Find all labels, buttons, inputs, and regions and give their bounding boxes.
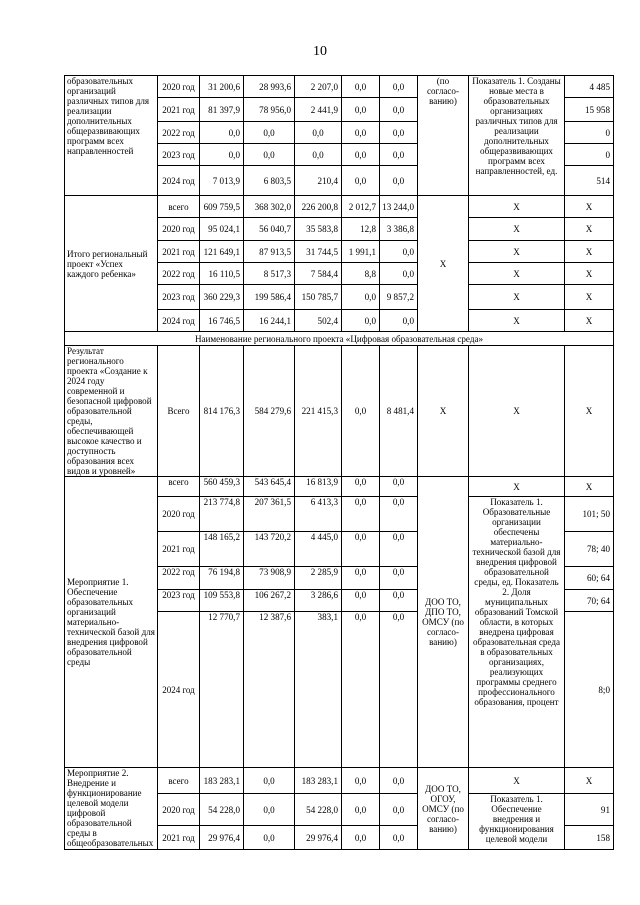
year-label: 2024 год	[158, 310, 200, 332]
cell-local: 0,0	[342, 144, 380, 166]
cell-extra: 0,0	[380, 144, 418, 166]
cell-regional: 0,0	[295, 122, 342, 144]
program-table	[64, 75, 614, 850]
cell-extra: 0,0	[380, 532, 418, 567]
cell-regional: 31 744,5	[295, 241, 342, 263]
indicator-value: X	[565, 263, 614, 285]
year-label: 2022 год	[158, 122, 200, 144]
cell-federal: 543 645,4	[244, 477, 295, 497]
page-number: 10	[313, 44, 327, 59]
cell-total: 95 024,1	[200, 218, 244, 241]
cell-regional: 226 200,8	[295, 196, 342, 218]
indicator-cell: X	[469, 768, 565, 794]
cell-total: 109 553,8	[200, 590, 244, 612]
cell-local: 0,0	[342, 532, 380, 567]
executor-cell: X	[418, 346, 469, 477]
cell-extra: 0,0	[380, 310, 418, 332]
cell-extra: 8 481,4	[380, 346, 418, 477]
cell-total: 560 459,3	[200, 477, 244, 497]
cell-total: 360 229,3	[200, 285, 244, 310]
row-name: Итого региональный проект «Успех каждого ребенка»	[65, 196, 158, 332]
cell-federal: 106 267,2	[244, 590, 295, 612]
indicator-cell: X	[469, 285, 565, 310]
cell-local: 0,0	[342, 76, 380, 98]
cell-total: 213 774,8	[200, 497, 244, 532]
cell-regional: 7 584,4	[295, 263, 342, 285]
cell-extra: 0,0	[380, 794, 418, 826]
year-label: 2022 год	[158, 263, 200, 285]
cell-federal: 12 387,6	[244, 612, 295, 768]
executor-cell: ДОО ТО, ОГОУ, ОМСУ (по согласо-ванию)	[418, 768, 469, 850]
cell-total: 54 228,0	[200, 794, 244, 826]
indicator-cell: X	[469, 241, 565, 263]
cell-total: 183 283,1	[200, 768, 244, 794]
cell-total: 121 649,1	[200, 241, 244, 263]
executor-cell: (по согласо-ванию)	[418, 76, 469, 196]
cell-regional: 502,4	[295, 310, 342, 332]
cell-regional: 35 583,8	[295, 218, 342, 241]
cell-regional: 6 413,3	[295, 497, 342, 532]
cell-regional: 2 207,0	[295, 76, 342, 98]
cell-extra: 9 857,2	[380, 285, 418, 310]
cell-regional: 2 285,9	[295, 567, 342, 590]
indicator-value: 60; 64	[565, 567, 614, 590]
cell-total: 0,0	[200, 144, 244, 166]
row-name: Результат регионального проекта «Создание к 2024 году современной и безопасной цифровой образовательной среды, обеспечивающей высокое качество и доступность образования всех видов и уровней»	[65, 346, 158, 477]
cell-local: 0,0	[342, 477, 380, 497]
cell-federal: 87 913,5	[244, 241, 295, 263]
cell-extra: 0,0	[380, 477, 418, 497]
cell-total: 814 176,3	[200, 346, 244, 477]
year-label: 2022 год	[158, 567, 200, 590]
cell-local: 12,8	[342, 218, 380, 241]
indicator-value: X	[565, 218, 614, 241]
cell-local: 0,0	[342, 768, 380, 794]
cell-regional: 16 813,9	[295, 477, 342, 497]
cell-regional: 54 228,0	[295, 794, 342, 826]
cell-local: 8,8	[342, 263, 380, 285]
cell-extra: 3 386,8	[380, 218, 418, 241]
cell-extra: 0,0	[380, 98, 418, 122]
cell-extra: 0,0	[380, 497, 418, 532]
cell-local: 0,0	[342, 794, 380, 826]
cell-total: 609 759,5	[200, 196, 244, 218]
indicator-value: 15 958	[565, 98, 614, 122]
table-row	[65, 346, 614, 477]
cell-local: 0,0	[342, 346, 380, 477]
cell-regional: 183 283,1	[295, 768, 342, 794]
cell-extra: 0,0	[380, 826, 418, 850]
cell-regional: 221 415,3	[295, 346, 342, 477]
table-row	[65, 196, 614, 218]
cell-total: 16 746,5	[200, 310, 244, 332]
indicator-value: 514	[565, 166, 614, 196]
cell-federal: 73 908,9	[244, 567, 295, 590]
year-label: 2020 год	[158, 218, 200, 241]
indicator-value: X	[565, 310, 614, 332]
year-label: Всего	[158, 346, 200, 477]
indicator-value: 70; 64	[565, 590, 614, 612]
cell-regional: 4 445,0	[295, 532, 342, 567]
cell-regional: 29 976,4	[295, 826, 342, 850]
cell-regional: 2 441,9	[295, 98, 342, 122]
indicator-cell: Показатель 1. Обеспечение внедрения и функционирования целевой модели	[469, 794, 565, 850]
row-name: образовательных организаций различных типов для реализации дополнительных общеразвивающих программ всех направленностей	[65, 76, 158, 196]
cell-local: 0,0	[342, 567, 380, 590]
cell-local: 2 012,7	[342, 196, 380, 218]
cell-extra: 0,0	[380, 166, 418, 196]
cell-federal: 6 803,5	[244, 166, 295, 196]
cell-federal: 28 993,6	[244, 76, 295, 98]
cell-local: 0,0	[342, 497, 380, 532]
indicator-value: 78; 40	[565, 532, 614, 567]
year-label: 2023 год	[158, 590, 200, 612]
cell-extra: 13 244,0	[380, 196, 418, 218]
cell-total: 29 976,4	[200, 826, 244, 850]
indicator-value: 0	[565, 122, 614, 144]
indicator-value: 101; 50	[565, 497, 614, 532]
indicator-cell: Показатель 1. Созданы новые места в образовательных организациях различных типов для реализации дополнительных общеразвивающих программ всех направленностей, ед.	[469, 76, 565, 196]
indicator-cell: X	[469, 196, 565, 218]
cell-federal: 0,0	[244, 122, 295, 144]
cell-regional: 210,4	[295, 166, 342, 196]
cell-local: 0,0	[342, 612, 380, 768]
cell-local: 0,0	[342, 122, 380, 144]
year-label: 2023 год	[158, 144, 200, 166]
section-title: Наименование регионального проекта «Цифровая образовательная среда»	[65, 332, 614, 346]
cell-local: 1 991,1	[342, 241, 380, 263]
indicator-value: X	[565, 285, 614, 310]
cell-total: 81 397,9	[200, 98, 244, 122]
cell-total: 76 194,8	[200, 567, 244, 590]
cell-federal: 8 517,3	[244, 263, 295, 285]
year-label: 2020 год	[158, 497, 200, 532]
cell-federal: 199 586,4	[244, 285, 295, 310]
cell-extra: 0,0	[380, 612, 418, 768]
year-label: 2024 год	[158, 166, 200, 196]
year-label: 2020 год	[158, 76, 200, 98]
cell-local: 0,0	[342, 98, 380, 122]
cell-federal: 0,0	[244, 768, 295, 794]
indicator-value: 0	[565, 144, 614, 166]
cell-extra: 0,0	[380, 76, 418, 98]
table-row	[65, 76, 614, 98]
indicator-value: X	[565, 346, 614, 477]
cell-local: 0,0	[342, 285, 380, 310]
cell-extra: 0,0	[380, 590, 418, 612]
cell-federal: 0,0	[244, 826, 295, 850]
indicator-value: 158	[565, 826, 614, 850]
indicator-value: X	[565, 768, 614, 794]
cell-total: 31 200,6	[200, 76, 244, 98]
cell-federal: 16 244,1	[244, 310, 295, 332]
cell-local: 0,0	[342, 826, 380, 850]
indicator-value: 8;0	[565, 612, 614, 768]
indicator-value: 4 485	[565, 76, 614, 98]
indicator-cell: X	[469, 477, 565, 497]
cell-federal: 78 956,0	[244, 98, 295, 122]
cell-total: 7 013,9	[200, 166, 244, 196]
cell-regional: 3 286,6	[295, 590, 342, 612]
cell-federal: 584 279,6	[244, 346, 295, 477]
year-label: всего	[158, 477, 200, 497]
indicator-cell: Показатель 1. Образовательные организации обеспечены материально-технической базой для внедрения цифровой образовательной среды, ед. Показатель 2. Доля муниципальных образований Томской области, в которых внедрена цифровая образовательная среда в образовательных организациях, реализующих программы среднего профессионального образования, процент	[469, 497, 565, 768]
cell-local: 0,0	[342, 590, 380, 612]
cell-extra: 0,0	[380, 241, 418, 263]
year-label: 2021 год	[158, 98, 200, 122]
indicator-cell: X	[469, 218, 565, 241]
cell-local: 0,0	[342, 310, 380, 332]
cell-total: 16 110,5	[200, 263, 244, 285]
year-label: всего	[158, 196, 200, 218]
cell-total: 148 165,2	[200, 532, 244, 567]
indicator-cell: X	[469, 346, 565, 477]
table-row	[65, 332, 614, 346]
indicator-cell: X	[469, 310, 565, 332]
table-row	[65, 768, 614, 794]
indicator-value: X	[565, 241, 614, 263]
indicator-cell: X	[469, 263, 565, 285]
year-label: 2021 год	[158, 532, 200, 567]
cell-regional: 0,0	[295, 144, 342, 166]
cell-total: 12 770,7	[200, 612, 244, 768]
cell-regional: 383,1	[295, 612, 342, 768]
cell-local: 0,0	[342, 166, 380, 196]
cell-federal: 368 302,0	[244, 196, 295, 218]
row-name: Мероприятие 2. Внедрение и функционирование целевой модели цифровой образовательной среды в общеобразовательных	[65, 768, 158, 850]
cell-extra: 0,0	[380, 768, 418, 794]
indicator-value: X	[565, 196, 614, 218]
cell-federal: 56 040,7	[244, 218, 295, 241]
cell-federal: 0,0	[244, 144, 295, 166]
executor-cell: ДОО ТО, ДПО ТО, ОМСУ (по согласо-ванию)	[418, 477, 469, 768]
year-label: 2023 год	[158, 285, 200, 310]
indicator-value: X	[565, 477, 614, 497]
cell-regional: 150 785,7	[295, 285, 342, 310]
cell-extra: 0,0	[380, 263, 418, 285]
indicator-value: 91	[565, 794, 614, 826]
cell-extra: 0,0	[380, 122, 418, 144]
table-row	[65, 477, 614, 497]
year-label: 2021 год	[158, 241, 200, 263]
executor-cell: X	[418, 196, 469, 332]
cell-federal: 207 361,5	[244, 497, 295, 532]
year-label: 2020 год	[158, 794, 200, 826]
cell-extra: 0,0	[380, 567, 418, 590]
year-label: 2021 год	[158, 826, 200, 850]
cell-total: 0,0	[200, 122, 244, 144]
cell-federal: 143 720,2	[244, 532, 295, 567]
cell-federal: 0,0	[244, 794, 295, 826]
row-name: Мероприятие 1. Обеспечение образовательных организаций материально-технической базой для внедрения цифровой образовательной среды	[65, 477, 158, 768]
year-label: 2024 год	[158, 612, 200, 768]
year-label: всего	[158, 768, 200, 794]
